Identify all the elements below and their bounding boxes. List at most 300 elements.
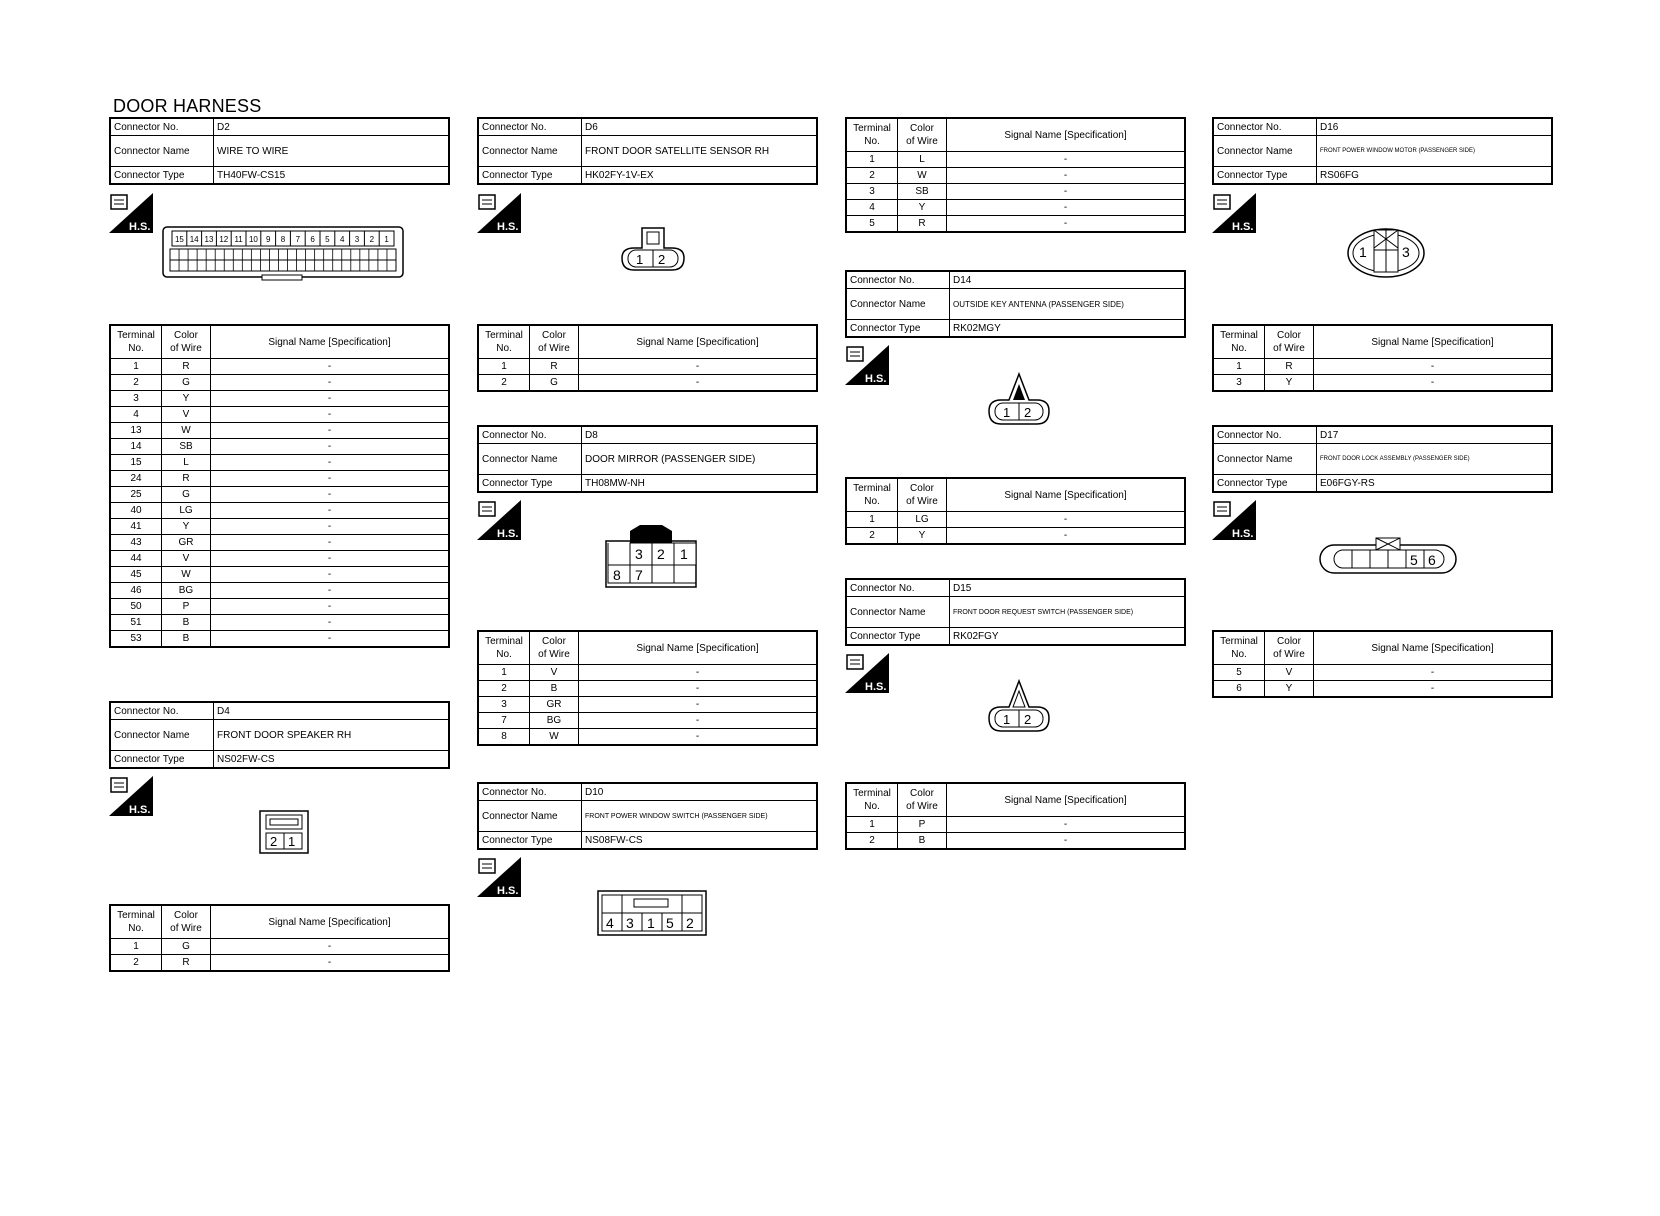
signal-header: Signal Name [Specification] [1314, 325, 1553, 359]
connector-name-value: WIRE TO WIRE [214, 136, 450, 167]
color-header: Color of Wire [898, 783, 947, 817]
connector-type-value: HK02FY-1V-EX [582, 167, 818, 185]
table-row [478, 729, 817, 746]
terminal-no-cell: 5 [1213, 665, 1265, 681]
signal-name-cell: - [211, 583, 450, 599]
signal-name-cell: - [211, 487, 450, 503]
connector-no-label: Connector No. [846, 579, 950, 597]
signal-name-cell: - [211, 519, 450, 535]
connector-name-value: FRONT DOOR LOCK ASSEMBLY (PASSENGER SIDE) [1317, 444, 1553, 475]
connector-face-d6 [620, 224, 686, 272]
table-row [846, 817, 1185, 833]
terminal-table-d17 [1212, 630, 1553, 698]
terminal-table-d6 [477, 324, 818, 392]
connector-face-d14 [987, 370, 1051, 428]
signal-name-cell: - [1314, 359, 1553, 375]
table-row [1213, 375, 1552, 392]
pin-label: 9 [265, 235, 271, 244]
connector-name-label: Connector Name [1213, 136, 1317, 167]
connector-face-d10 [596, 889, 708, 939]
signal-name-cell: - [211, 631, 450, 648]
svg-text:H.S.: H.S. [1232, 528, 1254, 540]
connector-face-d4 [258, 809, 312, 857]
signal-header: Signal Name [Specification] [947, 478, 1186, 512]
terminal-no-header: Terminal No. [846, 478, 898, 512]
signal-name-cell: - [947, 184, 1186, 200]
terminal-no-cell: 40 [110, 503, 162, 519]
terminal-no-cell: 1 [846, 817, 898, 833]
terminal-no-header: Terminal No. [846, 783, 898, 817]
terminal-no-header: Terminal No. [1213, 631, 1265, 665]
connector-no-value: D8 [582, 426, 818, 444]
wire-color-cell: SB [898, 184, 947, 200]
wire-color-cell: L [898, 152, 947, 168]
terminal-no-cell: 15 [110, 455, 162, 471]
connector-name-label: Connector Name [110, 136, 214, 167]
pin-label: 2 [1024, 712, 1032, 727]
table-row [846, 833, 1185, 850]
terminal-no-cell: 13 [110, 423, 162, 439]
signal-name-cell: - [579, 697, 818, 713]
wire-color-cell: BG [162, 583, 211, 599]
pin-label: 5 [325, 235, 330, 244]
signal-name-cell: - [947, 200, 1186, 216]
table-row [110, 519, 449, 535]
signal-name-cell: - [211, 939, 450, 955]
pin-label: 1 [1359, 244, 1367, 260]
table-row [110, 439, 449, 455]
terminal-table-d8 [477, 630, 818, 746]
pin-label: 8 [613, 567, 621, 583]
pin-label: 6 [310, 235, 315, 244]
harness-side-icon [1212, 193, 1256, 233]
wire-color-cell: SB [162, 439, 211, 455]
signal-name-cell: - [947, 512, 1186, 528]
connector-no-label: Connector No. [478, 118, 582, 136]
pin-label: 12 [219, 235, 229, 244]
harness-side-icon [845, 345, 889, 385]
pin-label: 1 [1003, 405, 1011, 420]
terminal-no-header: Terminal No. [478, 325, 530, 359]
connector-name-label: Connector Name [478, 136, 582, 167]
wire-color-cell: Y [898, 200, 947, 216]
connector-type-value: NS02FW-CS [214, 751, 450, 769]
pin-label: 3 [354, 235, 360, 244]
table-row [110, 423, 449, 439]
signal-name-cell: - [211, 455, 450, 471]
connector-header-d17 [1212, 425, 1553, 493]
wire-color-cell: B [162, 631, 211, 648]
connector-name-label: Connector Name [1213, 444, 1317, 475]
terminal-table-d4 [109, 904, 450, 972]
harness-side-icon [845, 653, 889, 693]
terminal-no-cell: 5 [846, 216, 898, 233]
connector-header-d8 [477, 425, 818, 493]
terminal-no-cell: 1 [1213, 359, 1265, 375]
connector-no-value: D6 [582, 118, 818, 136]
color-header: Color of Wire [162, 905, 211, 939]
connector-type-value: RS06FG [1317, 167, 1553, 185]
color-header: Color of Wire [530, 631, 579, 665]
connector-no-label: Connector No. [110, 702, 214, 720]
pin-label: 1 [1003, 712, 1011, 727]
terminal-no-cell: 2 [478, 681, 530, 697]
harness-side-icon [477, 857, 521, 897]
table-row [110, 583, 449, 599]
connector-name-value: OUTSIDE KEY ANTENNA (PASSENGER SIDE) [950, 289, 1186, 320]
connector-type-label: Connector Type [110, 751, 214, 769]
terminal-no-cell: 1 [846, 512, 898, 528]
pin-label: 8 [280, 235, 286, 244]
table-row [846, 168, 1185, 184]
table-row [110, 551, 449, 567]
svg-text:H.S.: H.S. [129, 804, 151, 816]
svg-text:H.S.: H.S. [497, 221, 519, 233]
harness-side-icon [109, 193, 153, 233]
color-header: Color of Wire [162, 325, 211, 359]
color-header: Color of Wire [1265, 325, 1314, 359]
connector-type-value: TH40FW-CS15 [214, 167, 450, 185]
connector-no-label: Connector No. [1213, 426, 1317, 444]
terminal-no-cell: 25 [110, 487, 162, 503]
connector-name-value: FRONT DOOR SATELLITE SENSOR RH [582, 136, 818, 167]
wire-color-cell: W [530, 729, 579, 746]
signal-name-cell: - [211, 407, 450, 423]
table-row [110, 567, 449, 583]
signal-name-cell: - [947, 528, 1186, 545]
wire-color-cell: Y [898, 528, 947, 545]
harness-side-icon [1212, 500, 1256, 540]
signal-name-cell: - [211, 551, 450, 567]
connector-no-value: D14 [950, 271, 1186, 289]
connector-type-label: Connector Type [478, 475, 582, 493]
signal-name-cell: - [211, 423, 450, 439]
connector-name-value: FRONT POWER WINDOW SWITCH (PASSENGER SIDE) [582, 801, 818, 832]
table-row [478, 665, 817, 681]
pin-label: 2 [270, 834, 278, 849]
table-row [478, 713, 817, 729]
wire-color-cell: P [162, 599, 211, 615]
wire-color-cell: V [1265, 665, 1314, 681]
signal-name-cell: - [211, 599, 450, 615]
connector-face-d15 [987, 677, 1051, 735]
terminal-no-cell: 2 [110, 955, 162, 972]
pin-label: 14 [189, 235, 199, 244]
terminal-no-cell: 50 [110, 599, 162, 615]
pin-label: 2 [686, 915, 694, 931]
connector-no-label: Connector No. [478, 783, 582, 801]
wire-color-cell: Y [162, 391, 211, 407]
pin-label: 4 [339, 235, 345, 244]
terminal-no-cell: 1 [110, 939, 162, 955]
wire-color-cell: Y [162, 519, 211, 535]
connector-no-label: Connector No. [110, 118, 214, 136]
terminal-no-header: Terminal No. [110, 325, 162, 359]
pin-label: 2 [657, 546, 665, 562]
terminal-no-cell: 41 [110, 519, 162, 535]
connector-name-value: FRONT DOOR REQUEST SWITCH (PASSENGER SIDE) [950, 597, 1186, 628]
pin-label: 15 [174, 235, 184, 244]
connector-type-label: Connector Type [478, 832, 582, 850]
connector-type-value: RK02FGY [950, 628, 1186, 646]
terminal-no-cell: 51 [110, 615, 162, 631]
terminal-no-cell: 2 [846, 833, 898, 850]
signal-name-cell: - [211, 375, 450, 391]
terminal-no-cell: 2 [110, 375, 162, 391]
connector-face-d17 [1318, 535, 1458, 577]
signal-name-cell: - [579, 729, 818, 746]
terminal-no-cell: 3 [846, 184, 898, 200]
connector-name-label: Connector Name [478, 801, 582, 832]
wire-color-cell: B [162, 615, 211, 631]
terminal-no-cell: 3 [110, 391, 162, 407]
color-header: Color of Wire [1265, 631, 1314, 665]
terminal-no-header: Terminal No. [846, 118, 898, 152]
wire-color-cell: LG [162, 503, 211, 519]
connector-name-value: FRONT POWER WINDOW MOTOR (PASSENGER SIDE) [1317, 136, 1553, 167]
terminal-no-cell: 1 [478, 665, 530, 681]
pin-label: 10 [248, 235, 258, 244]
wire-color-cell: R [162, 359, 211, 375]
wire-color-cell: P [898, 817, 947, 833]
color-header: Color of Wire [898, 478, 947, 512]
wire-color-cell: G [162, 939, 211, 955]
color-header: Color of Wire [898, 118, 947, 152]
connector-face-d16 [1345, 222, 1427, 280]
pin-label: 1 [636, 252, 644, 267]
connector-header-d15 [845, 578, 1186, 646]
terminal-no-header: Terminal No. [478, 631, 530, 665]
terminal-no-cell: 2 [478, 375, 530, 392]
wire-color-cell: W [162, 423, 211, 439]
table-row [110, 939, 449, 955]
signal-header: Signal Name [Specification] [579, 631, 818, 665]
pin-label: 5 [666, 915, 674, 931]
signal-name-cell: - [579, 713, 818, 729]
signal-name-cell: - [211, 359, 450, 375]
signal-name-cell: - [211, 955, 450, 972]
connector-face-d8 [604, 521, 700, 591]
signal-name-cell: - [579, 681, 818, 697]
connector-name-label: Connector Name [846, 289, 950, 320]
connector-type-value: TH08MW-NH [582, 475, 818, 493]
terminal-no-cell: 1 [846, 152, 898, 168]
table-row [478, 681, 817, 697]
signal-name-cell: - [947, 817, 1186, 833]
signal-name-cell: - [579, 375, 818, 392]
pin-label: 3 [626, 915, 634, 931]
connector-no-value: D4 [214, 702, 450, 720]
connector-header-d16 [1212, 117, 1553, 185]
table-row [110, 535, 449, 551]
terminal-no-header: Terminal No. [110, 905, 162, 939]
wire-color-cell: B [530, 681, 579, 697]
pin-label: 1 [647, 915, 655, 931]
signal-name-cell: - [211, 535, 450, 551]
terminal-table-d15 [845, 782, 1186, 850]
signal-header: Signal Name [Specification] [947, 783, 1186, 817]
terminal-table-d10 [845, 117, 1186, 233]
connector-type-label: Connector Type [1213, 167, 1317, 185]
connector-name-value: FRONT DOOR SPEAKER RH [214, 720, 450, 751]
table-row [846, 200, 1185, 216]
signal-header: Signal Name [Specification] [579, 325, 818, 359]
terminal-no-cell: 53 [110, 631, 162, 648]
table-row [846, 512, 1185, 528]
wire-color-cell: V [162, 407, 211, 423]
wire-color-cell: G [530, 375, 579, 392]
svg-text:H.S.: H.S. [497, 528, 519, 540]
table-row [478, 697, 817, 713]
wire-color-cell: L [162, 455, 211, 471]
signal-name-cell: - [579, 359, 818, 375]
terminal-no-cell: 4 [846, 200, 898, 216]
harness-side-icon [477, 193, 521, 233]
table-row [478, 375, 817, 392]
connector-header-d10 [477, 782, 818, 850]
wire-color-cell: GR [162, 535, 211, 551]
signal-name-cell: - [1314, 681, 1553, 698]
wire-color-cell: W [162, 567, 211, 583]
table-row [1213, 681, 1552, 698]
table-row [110, 599, 449, 615]
signal-name-cell: - [211, 567, 450, 583]
table-row [110, 955, 449, 972]
wire-color-cell: BG [530, 713, 579, 729]
svg-text:H.S.: H.S. [865, 681, 887, 693]
connector-name-label: Connector Name [110, 720, 214, 751]
terminal-no-cell: 6 [1213, 681, 1265, 698]
terminal-no-cell: 8 [478, 729, 530, 746]
pin-label: 6 [1428, 552, 1436, 568]
wire-color-cell: R [162, 955, 211, 972]
connector-type-label: Connector Type [478, 167, 582, 185]
terminal-no-cell: 2 [846, 168, 898, 184]
svg-text:H.S.: H.S. [1232, 221, 1254, 233]
svg-text:H.S.: H.S. [497, 885, 519, 897]
signal-header: Signal Name [Specification] [947, 118, 1186, 152]
wire-color-cell: Y [1265, 681, 1314, 698]
table-row [846, 528, 1185, 545]
hs-label: H.S. [129, 221, 151, 233]
signal-name-cell: - [211, 503, 450, 519]
table-row [846, 216, 1185, 233]
table-row [110, 631, 449, 648]
connector-type-label: Connector Type [1213, 475, 1317, 493]
connector-header-d2 [109, 117, 450, 185]
svg-text:H.S.: H.S. [865, 373, 887, 385]
pin-label: 2 [369, 235, 375, 244]
pin-label: 7 [635, 567, 643, 583]
table-row [1213, 359, 1552, 375]
table-row [846, 152, 1185, 168]
connector-header-d6 [477, 117, 818, 185]
wire-color-cell: R [898, 216, 947, 233]
pin-label: 2 [658, 252, 666, 267]
wire-color-cell: LG [898, 512, 947, 528]
table-row [1213, 665, 1552, 681]
wire-color-cell: G [162, 487, 211, 503]
terminal-no-cell: 3 [478, 697, 530, 713]
terminal-table-d2 [109, 324, 450, 648]
wire-color-cell: R [162, 471, 211, 487]
terminal-no-cell: 3 [1213, 375, 1265, 392]
table-row [110, 471, 449, 487]
terminal-no-cell: 1 [110, 359, 162, 375]
color-header: Color of Wire [530, 325, 579, 359]
pin-label: 13 [204, 235, 214, 244]
connector-type-value: E06FGY-RS [1317, 475, 1553, 493]
signal-name-cell: - [1314, 375, 1553, 392]
connector-type-label: Connector Type [110, 167, 214, 185]
signal-name-cell: - [947, 216, 1186, 233]
terminal-no-cell: 46 [110, 583, 162, 599]
terminal-no-cell: 1 [478, 359, 530, 375]
signal-name-cell: - [211, 391, 450, 407]
wire-color-cell: V [530, 665, 579, 681]
table-row [110, 455, 449, 471]
terminal-no-cell: 44 [110, 551, 162, 567]
harness-side-icon [109, 776, 153, 816]
signal-header: Signal Name [Specification] [211, 325, 450, 359]
terminal-no-cell: 45 [110, 567, 162, 583]
pin-label: 1 [680, 546, 688, 562]
table-row [478, 359, 817, 375]
connector-no-value: D16 [1317, 118, 1553, 136]
terminal-no-header: Terminal No. [1213, 325, 1265, 359]
connector-no-value: D10 [582, 783, 818, 801]
terminal-no-cell: 2 [846, 528, 898, 545]
terminal-no-cell: 4 [110, 407, 162, 423]
terminal-no-cell: 24 [110, 471, 162, 487]
table-row [110, 375, 449, 391]
connector-type-value: RK02MGY [950, 320, 1186, 338]
pin-label: 3 [635, 546, 643, 562]
terminal-table-d16 [1212, 324, 1553, 392]
signal-header: Signal Name [Specification] [1314, 631, 1553, 665]
connector-no-value: D15 [950, 579, 1186, 597]
connector-name-label: Connector Name [846, 597, 950, 628]
connector-name-value: DOOR MIRROR (PASSENGER SIDE) [582, 444, 818, 475]
connector-type-label: Connector Type [846, 628, 950, 646]
signal-name-cell: - [579, 665, 818, 681]
signal-name-cell: - [947, 833, 1186, 850]
wire-color-cell: V [162, 551, 211, 567]
signal-name-cell: - [1314, 665, 1553, 681]
signal-name-cell: - [211, 615, 450, 631]
wire-color-cell: Y [1265, 375, 1314, 392]
wire-color-cell: W [898, 168, 947, 184]
terminal-no-cell: 43 [110, 535, 162, 551]
connector-header-d14 [845, 270, 1186, 338]
wire-color-cell: B [898, 833, 947, 850]
harness-side-icon [477, 500, 521, 540]
terminal-no-cell: 14 [110, 439, 162, 455]
terminal-no-cell: 7 [478, 713, 530, 729]
table-row [846, 184, 1185, 200]
connector-no-label: Connector No. [1213, 118, 1317, 136]
table-row [110, 407, 449, 423]
pin-label: 1 [384, 235, 389, 244]
terminal-table-d14 [845, 477, 1186, 545]
signal-name-cell: - [211, 439, 450, 455]
signal-name-cell: - [947, 168, 1186, 184]
signal-header: Signal Name [Specification] [211, 905, 450, 939]
connector-type-value: NS08FW-CS [582, 832, 818, 850]
wire-color-cell: G [162, 375, 211, 391]
table-row [110, 391, 449, 407]
pin-label: 3 [1402, 244, 1410, 260]
